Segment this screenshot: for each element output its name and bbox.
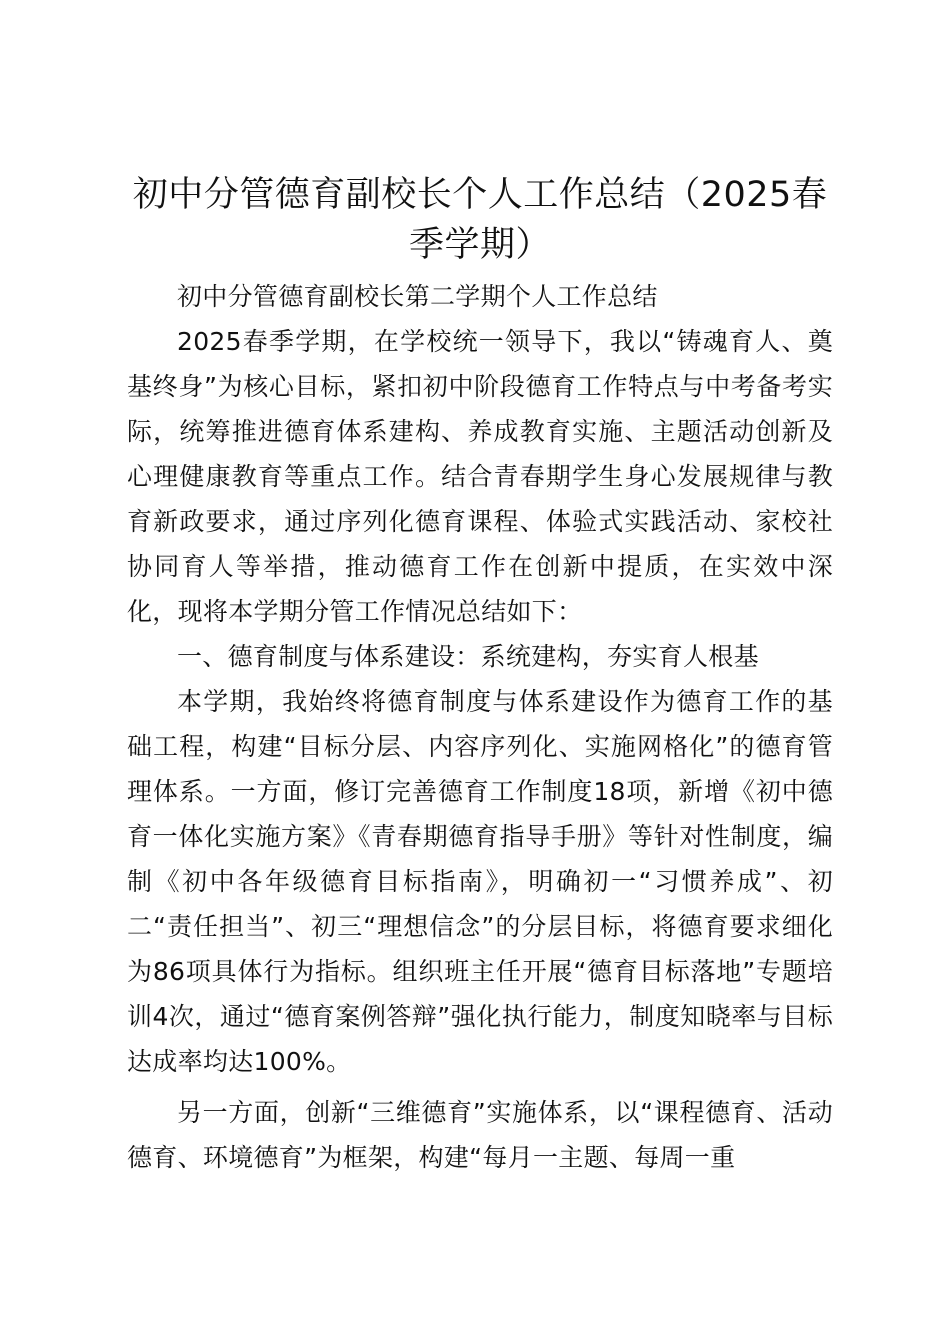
body-paragraph: 另一方面，创新“三维德育”实施体系，以“课程德育、活动德育、环境德育”为框架，构建“每月一主题、每周一重 [127,1098,833,1172]
document-title: 初中分管德育副校长个人工作总结（2025春季学期） [132,175,828,265]
document-subtitle: 初中分管德育副校长第二学期个人工作总结 [177,282,658,311]
document-page [127,170,833,1180]
body-paragraph: 本学期，我始终将德育制度与体系建设作为德育工作的基础工程，构建“目标分层、内容序列化、实施网格化”的德育管理体系。一方面，修订完善德育工作制度18项，新增《初中德育一体化实施方案》《青春期德育指导手册》等针对性制度，编制《初中各年级德育目标指南》，明确初一“习惯养成”、初二“责任担当”、初三“理想信念”的分层目标，将德育要求细化为86项具体行为指标。组织班主任开展“德育目标落地”专题培训4次，通过“德育案例答辩”强化执行能力，制度知晓率与目标达成率均达100%。 [127,687,833,1076]
document-body [127,274,833,1180]
section-heading: 一、德育制度与体系建设：系统建构，夯实育人根基 [177,642,759,671]
intro-paragraph: 2025春季学期，在学校统一领导下，我以“铸魂育人、奠基终身”为核心目标，紧扣初中阶段德育工作特点与中考备考实际，统筹推进德育体系建构、养成教育实施、主题活动创新及心理健康教育等重点工作。结合青春期学生身心发展规律与教育新政要求，通过序列化德育课程、体验式实践活动、家校社协同育人等举措，推动德育工作在创新中提质，在实效中深化，现将本学期分管工作情况总结如下： [127,327,833,626]
